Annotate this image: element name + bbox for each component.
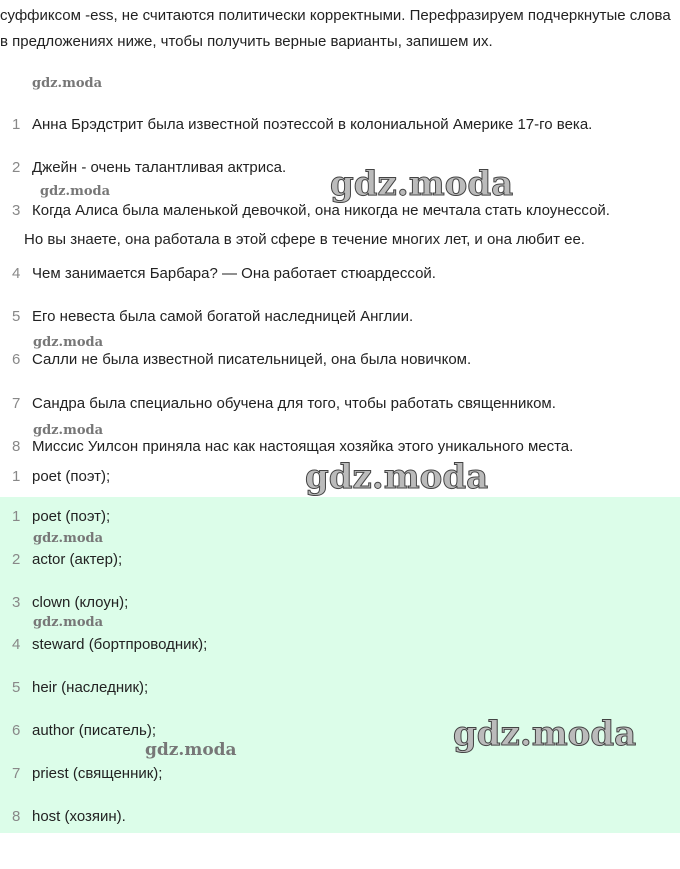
item-number: 4 bbox=[12, 265, 21, 282]
sentence-item bbox=[24, 229, 585, 251]
item-text: Миссис Уилсон приняла нас как настоящая хозяйка этого уникального места. bbox=[32, 438, 574, 455]
sentence-item bbox=[12, 436, 573, 458]
item-text: steward (бортпроводник); bbox=[32, 636, 208, 653]
item-number: 3 bbox=[12, 202, 21, 219]
item-number: 1 bbox=[12, 116, 21, 133]
watermark: gdz.moda bbox=[32, 76, 103, 91]
watermark: gdz.moda bbox=[305, 457, 489, 497]
item-text: Джейн - очень талантливая актриса. bbox=[32, 159, 287, 176]
item-text: author (писатель); bbox=[32, 722, 156, 739]
item-text: Сандра была специально обучена для того, чтобы работать священником. bbox=[32, 395, 556, 412]
item-text: Анна Брэдстрит была известной поэтессой в колониальной Америке 17-го века. bbox=[32, 116, 593, 133]
item-text: poet (поэт); bbox=[32, 508, 111, 525]
sentence-item bbox=[12, 200, 610, 222]
item-number: 8 bbox=[12, 438, 21, 455]
watermark: gdz.moda bbox=[33, 615, 104, 630]
sentence-item bbox=[12, 393, 556, 415]
intro-text: суффиксом -ess, не считаются политически корректными. Перефразируем подчеркнутые слова в предложениях ниже, чтобы получить верные варианты, запишем их. bbox=[0, 7, 671, 50]
watermark: gdz.moda bbox=[33, 423, 104, 438]
answer-item bbox=[12, 506, 110, 528]
item-number: 5 bbox=[12, 308, 21, 325]
watermark: gdz.moda bbox=[33, 335, 104, 350]
answer-item bbox=[12, 592, 128, 614]
item-text: Когда Алиса была маленькой девочкой, она никогда не мечтала стать клоунессой. bbox=[32, 202, 610, 219]
sentence-item bbox=[12, 466, 110, 488]
item-number: 2 bbox=[12, 159, 21, 176]
item-number: 1 bbox=[12, 468, 21, 485]
answer-item bbox=[12, 720, 156, 742]
answer-item bbox=[12, 677, 148, 699]
sentence-item bbox=[12, 306, 413, 328]
item-text: priest (священник); bbox=[32, 765, 163, 782]
sentence-item bbox=[12, 263, 436, 285]
item-number: 4 bbox=[12, 636, 21, 653]
item-text: poet (поэт); bbox=[32, 468, 111, 485]
item-number: 7 bbox=[12, 395, 21, 412]
answer-item bbox=[12, 806, 126, 828]
item-number: 7 bbox=[12, 765, 21, 782]
item-number: 6 bbox=[12, 722, 21, 739]
item-number: 5 bbox=[12, 679, 21, 696]
watermark: gdz.moda bbox=[453, 714, 637, 754]
watermark: gdz.moda bbox=[33, 531, 104, 546]
item-text: host (хозяин). bbox=[32, 808, 126, 825]
item-number: 6 bbox=[12, 351, 21, 368]
answer-item bbox=[12, 763, 162, 785]
item-text: Салли не была известной писательницей, она была новичком. bbox=[32, 351, 472, 368]
sentence-item bbox=[12, 157, 286, 179]
item-text: Его невеста была самой богатой наследницей Англии. bbox=[32, 308, 414, 325]
watermark: gdz.moda bbox=[330, 164, 514, 204]
answer-item bbox=[12, 634, 207, 656]
item-number: 8 bbox=[12, 808, 21, 825]
item-text: Чем занимается Барбара? — Она работает стюардессой. bbox=[32, 265, 436, 282]
item-number: 1 bbox=[12, 508, 21, 525]
sentence-item bbox=[12, 114, 592, 136]
item-number: 2 bbox=[12, 551, 21, 568]
item-number: 3 bbox=[12, 594, 21, 611]
item-text: Но вы знаете, она работала в этой сфере в течение многих лет, и она любит ее. bbox=[24, 231, 585, 248]
watermark: gdz.moda bbox=[145, 740, 237, 760]
item-text: actor (актер); bbox=[32, 551, 123, 568]
item-text: heir (наследник); bbox=[32, 679, 149, 696]
sentence-item bbox=[12, 349, 471, 371]
watermark: gdz.moda bbox=[40, 184, 111, 199]
item-text: clown (клоун); bbox=[32, 594, 129, 611]
answer-item bbox=[12, 549, 122, 571]
